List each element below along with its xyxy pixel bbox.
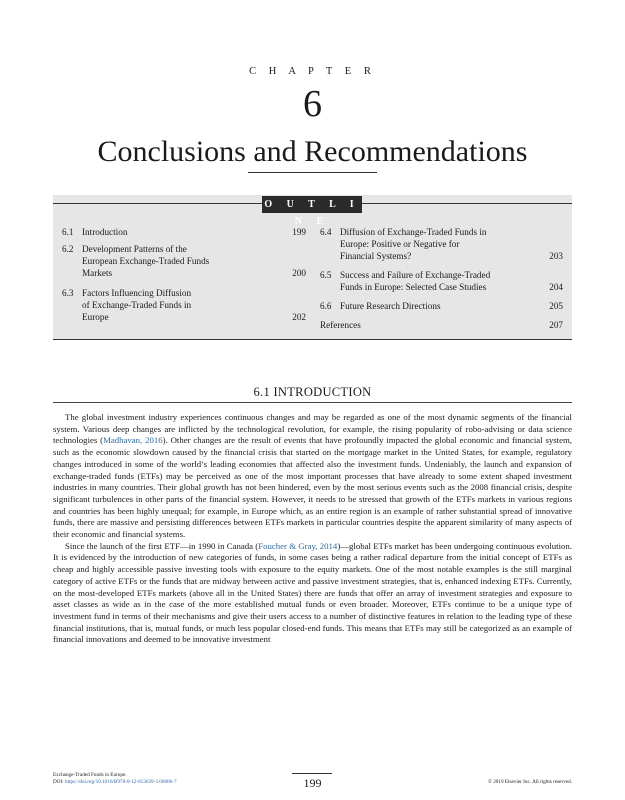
toc-item-6-5[interactable] xyxy=(320,270,565,294)
toc-title-line: Diffusion of Exchange-Traded Funds in xyxy=(340,227,487,237)
section-heading: 6.1 INTRODUCTION xyxy=(253,385,372,399)
doi-link[interactable]: https://doi.org/10.1016/B978-0-12-813639-3.00006-7 xyxy=(64,779,177,785)
text-run: )—global ETFs market has been undergoing continuous evolution. It is evidenced by the introduction of new categories of funds, in some cases being a rather radical departure from the initial concept of ETFs as cheap and highly accessible passive investing tools with exposure to the equity markets. One of the most notable examples is the still marginal category of active ETFs or the funds that are midway between active and passive investment strategies, that is, enhanced indexing ETFs. Currently, on the most-developed ETFs markets (above all in the United States) there are funds that offer an array of investment strategies and exposure to asset classes as wide as in the case of the more established mutual funds or even broader. Moreover, ETFs continue to be a unique type of investment fund in terms of their mechanisms and give their users access to a number of distinctive features in relation to the leading type of these financial institutions, that is, mutual funds, or much less popular closed-end funds. This means that ETFs may still be categorized as an example of financial innovations and deemed to be innovative investment xyxy=(53,540,572,645)
toc-number: 6.6 xyxy=(320,301,332,311)
toc-title-line: Europe xyxy=(82,312,109,322)
toc-page: 203 xyxy=(549,251,563,261)
toc-page: 200 xyxy=(292,268,306,278)
toc-page: 204 xyxy=(549,282,563,292)
toc-item-6-2[interactable] xyxy=(62,244,312,280)
page-number: 199 xyxy=(303,776,322,790)
text-run: The global investment industry experiences continuous changes and may be regarded as one of the most dynamic segments of the financial system. Various deep changes are inflicted by the technological revolution, for example, the rising popularity of robo-advising or data science technologies ( xyxy=(53,412,572,446)
chapter-title: Conclusions and Recommendations xyxy=(97,135,528,168)
copyright: © 2019 Elsevier Inc. All rights reserved. xyxy=(487,779,572,785)
section-divider xyxy=(53,402,572,403)
chapter-number: 6 xyxy=(303,83,322,125)
toc-title-line: Factors Influencing Diffusion xyxy=(82,288,192,298)
citation-link[interactable]: Foucher & Gray, 2014 xyxy=(258,540,338,551)
doi-prefix: DOI: xyxy=(53,779,65,785)
toc-number: 6.2 xyxy=(62,244,74,254)
toc-title-line: of Exchange-Traded Funds in xyxy=(82,300,192,310)
toc-title: References xyxy=(320,320,361,330)
text-run: Since the launch of the first ETF—in 1990 in Canada ( xyxy=(65,540,259,551)
body-text xyxy=(53,412,572,646)
toc-item-6-4[interactable] xyxy=(320,227,565,263)
toc-number: 6.1 xyxy=(62,227,74,237)
book-title: Exchange-Traded Funds in Europe. xyxy=(53,772,127,778)
toc-page: 205 xyxy=(549,301,563,311)
paragraph xyxy=(53,541,572,646)
text-run: ). Other changes are the result of events that have profoundly impacted the global economic and financial system, such as the economic slowdown caused by the financial crisis that started on the mortgage market in the United States, for example, regulatory changes introduced in some of the world’s leading economies that affected also the investment funds. Undeniably, the launch and expansion of exchange-traded funds (ETFs) may be perceived as one of the most important processes that have already to some extent shaped investment industries in many countries. Their global growth has not been hindered, even by the most serious events such as the 2008 financial crisis, despite significant turbulences in other parts of the financial system. However, it needs to be stressed that growth of the ETFs markets in various regions and countries has been highly unequal; for example, in Europe which, as an entire region is an example of rather substantial spread of innovative funds, there are massive and persisting differences between ETFs markets in particular countries despite the apparent similarity of many aspects of their economic and financial systems. xyxy=(53,435,572,540)
toc-title-line: Success and Failure of Exchange-Traded xyxy=(340,270,491,280)
paragraph xyxy=(53,412,572,541)
toc-page: 199 xyxy=(292,227,306,237)
toc-title-line: Development Patterns of the xyxy=(82,244,187,254)
footer-divider xyxy=(292,773,332,774)
toc-title-line: Markets xyxy=(82,268,113,278)
toc-item-6-3[interactable] xyxy=(62,288,312,324)
toc-page: 202 xyxy=(292,312,306,322)
toc-number: 6.3 xyxy=(62,288,74,298)
toc-number: 6.4 xyxy=(320,227,332,237)
outline-label: O U T L I N E xyxy=(262,196,362,213)
toc-title-line: Funds in Europe: Selected Case Studies xyxy=(340,282,487,292)
toc-title-line: European Exchange-Traded Funds xyxy=(82,256,210,266)
toc-page: 207 xyxy=(549,320,563,330)
toc-title-line: Europe: Positive or Negative for xyxy=(340,239,460,249)
toc-title-line: Financial Systems? xyxy=(340,251,412,261)
chapter-label: C H A P T E R xyxy=(249,66,376,77)
title-divider xyxy=(248,172,377,173)
toc-title: Introduction xyxy=(82,227,128,237)
toc-number: 6.5 xyxy=(320,270,332,280)
citation-link[interactable]: Madhavan, 2016 xyxy=(103,435,163,446)
toc-title: Future Research Directions xyxy=(340,301,441,311)
